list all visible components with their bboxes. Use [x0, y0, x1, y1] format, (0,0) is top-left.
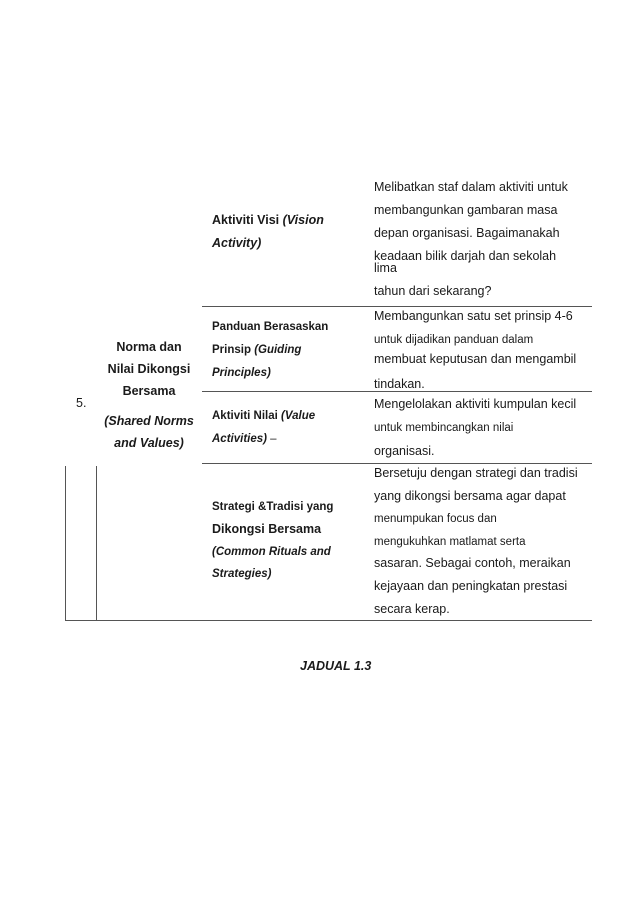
activity-4-name-4: Strategies): [212, 568, 272, 580]
activity-4-desc-line-2: yang dikongsi bersama agar dapat: [374, 489, 566, 503]
topic-en-line-2: and Values): [114, 436, 184, 450]
table-caption: JADUAL 1.3: [300, 659, 372, 673]
activity-2-desc-line-3: membuat keputusan dan mengambil: [374, 352, 577, 366]
activity-3-desc-line-3: organisasi.: [374, 444, 435, 458]
activity-1-desc-line-6: tahun dari sekarang?: [374, 284, 492, 298]
activity-4-desc-line-4: mengukuhkan matlamat serta: [374, 536, 526, 548]
activity-3-name-en-2: Activities): [212, 433, 267, 445]
topic-line-3: Bersama: [122, 384, 176, 398]
activity-2-desc-line-1: Membangunkan satu set prinsip 4-6: [374, 309, 573, 323]
activity-3-name-2: [212, 432, 277, 446]
row-number: 5.: [76, 396, 87, 410]
topic-line-1: Norma dan: [116, 340, 182, 354]
activity-1-desc-line-2: membangunkan gambaran masa: [374, 203, 558, 217]
activity-1-desc-line-3: depan organisasi. Bagaimanakah: [374, 226, 560, 240]
row-divider-3: [202, 463, 592, 464]
activity-3-name-en: (Value: [281, 410, 316, 422]
activity-2-desc-line-2: untuk dijadikan panduan dalam: [374, 334, 534, 346]
activity-4-desc-line-6: kejayaan dan peningkatan prestasi: [374, 579, 568, 593]
activity-3-name-ms: Aktiviti Nilai: [212, 410, 282, 422]
activity-2-name-3: Principles): [212, 367, 271, 379]
activity-2-name-1: Panduan Berasaskan: [212, 321, 329, 333]
topic-line-2: Nilai Dikongsi: [107, 362, 191, 376]
column-border-number: [96, 466, 97, 621]
topic-cell: [96, 336, 202, 454]
row-divider-1: [202, 306, 592, 307]
activity-4-desc-line-5: sasaran. Sebagai contoh, meraikan: [374, 556, 571, 570]
activity-3-name-dash: –: [266, 433, 277, 445]
activity-4-name-1: Strategi &Tradisi yang: [212, 501, 334, 513]
activity-3-desc-line-2: untuk membincangkan nilai: [374, 422, 514, 434]
activity-4-name-3: (Common Rituals and: [212, 546, 331, 558]
activity-2-name-ms: Prinsip: [212, 344, 255, 356]
column-border-left: [65, 466, 66, 621]
activity-1-name: [212, 213, 324, 227]
activity-3-desc-line-1: Mengelolakan aktiviti kumpulan kecil: [374, 397, 577, 411]
activity-1-name-en-2: Activity): [212, 236, 262, 250]
activity-1-desc-line-1: Melibatkan staf dalam aktiviti untuk: [374, 180, 568, 194]
activity-4-desc-line-3: menumpukan focus dan: [374, 513, 497, 525]
activity-3-name-1: [212, 409, 315, 423]
activity-2-name-2: [212, 343, 301, 357]
activity-2-desc-line-4: tindakan.: [374, 377, 425, 391]
activity-1-desc-line-4: keadaan bilik darjah dan sekolah: [374, 249, 557, 263]
activity-2-name-en: (Guiding: [254, 344, 302, 356]
activity-1-name-en: (Vision: [282, 213, 324, 227]
activity-1-name-ms: Aktiviti Visi: [212, 213, 283, 227]
row-divider-2: [202, 391, 592, 392]
activity-1-desc-line-5: lima: [374, 261, 397, 275]
topic-en-line-1: (Shared Norms: [104, 414, 194, 428]
activity-4-desc-line-1: Bersetuju dengan strategi dan tradisi: [374, 466, 578, 480]
activity-4-desc-line-7: secara kerap.: [374, 602, 450, 616]
table-bottom-border: [65, 620, 592, 621]
activity-4-name-2: Dikongsi Bersama: [212, 522, 322, 536]
